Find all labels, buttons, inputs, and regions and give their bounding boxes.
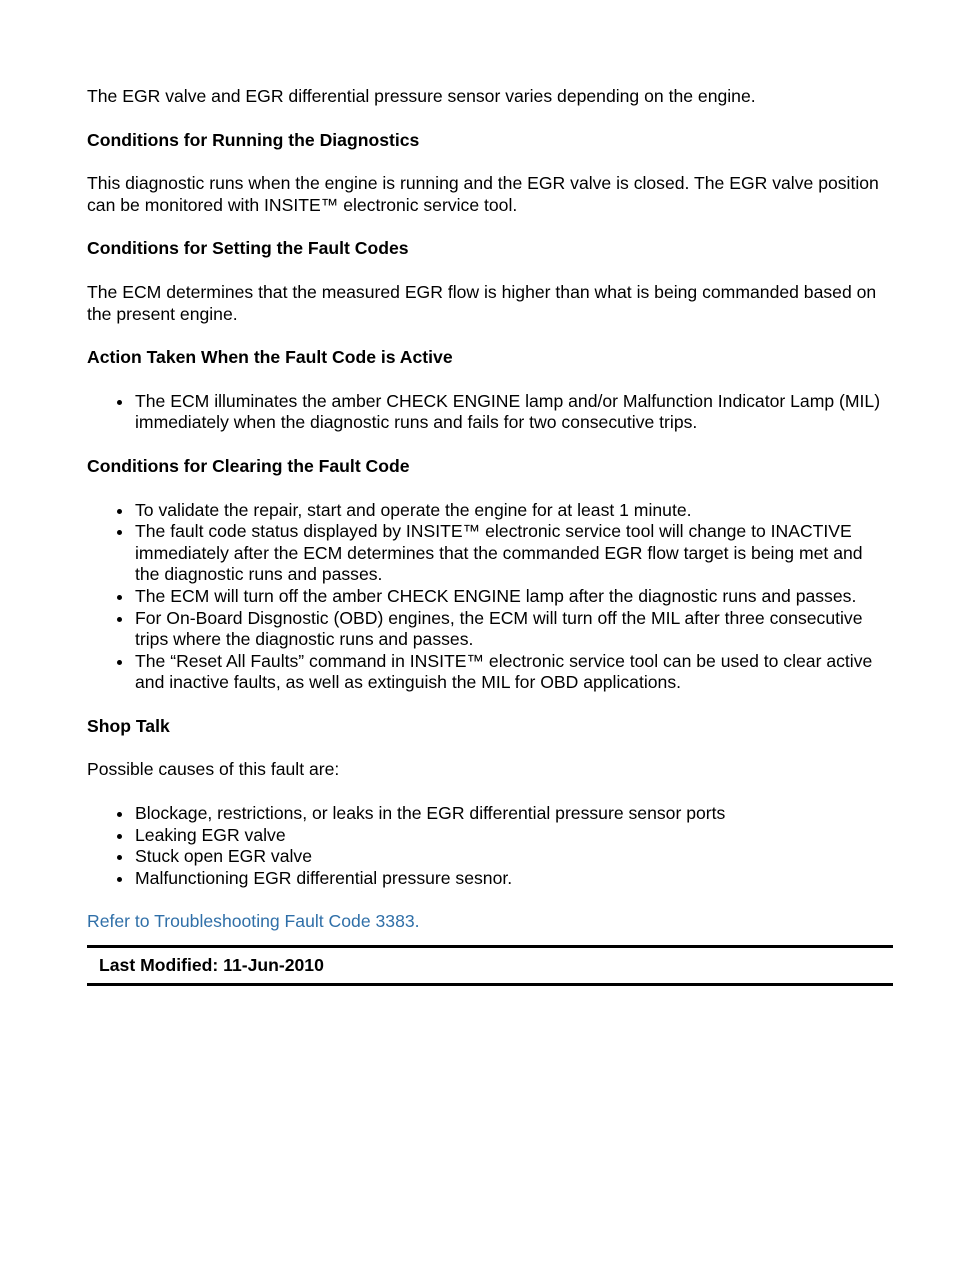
causes-list — [87, 803, 893, 889]
list-item: Blockage, restrictions, or leaks in the EGR differential pressure sensor ports — [135, 803, 893, 825]
running-heading: Conditions for Running the Diagnostics — [87, 129, 420, 150]
list-item: Malfunctioning EGR differential pressure sesnor. — [135, 868, 893, 890]
document-page — [87, 86, 893, 986]
list-item: For On-Board Disgnostic (OBD) engines, the ECM will turn off the MIL after three consecutive trips where the diagnostic runs and passes. — [135, 608, 893, 651]
list-item: Leaking EGR valve — [135, 825, 893, 847]
list-item: Stuck open EGR valve — [135, 846, 893, 868]
list-item: The fault code status displayed by INSITE™ electronic service tool will change to INACTIVE immediately after the ECM determines that the commanded EGR flow target is being met and the diagnostic runs and passes. — [135, 521, 893, 586]
intro-paragraph: The EGR valve and EGR differential pressure sensor varies depending on the engine. — [87, 86, 756, 106]
shop-talk-paragraph: Possible causes of this fault are: — [87, 759, 340, 780]
last-modified-label: Last Modified: 11-Jun-2010 — [99, 955, 324, 976]
running-paragraph: This diagnostic runs when the engine is running and the EGR valve is closed. The EGR valve position can be monitored with INSITE™ electronic service tool. — [87, 173, 879, 215]
action-list — [87, 391, 893, 434]
clearing-list — [87, 500, 893, 694]
action-heading: Action Taken When the Fault Code is Active — [87, 347, 453, 368]
last-modified-footer — [87, 945, 893, 986]
setting-heading: Conditions for Setting the Fault Codes — [87, 238, 409, 259]
list-item: To validate the repair, start and operate the engine for at least 1 minute. — [135, 500, 893, 522]
list-item: The “Reset All Faults” command in INSITE™ electronic service tool can be used to clear active and inactive faults, as well as extinguish the MIL for OBD applications. — [135, 651, 893, 694]
troubleshooting-link[interactable]: Refer to Troubleshooting Fault Code 3383. — [87, 911, 420, 932]
list-item: The ECM illuminates the amber CHECK ENGINE lamp and/or Malfunction Indicator Lamp (MIL) immediately when the diagnostic runs and fails for two consecutive trips. — [135, 391, 893, 434]
setting-paragraph: The ECM determines that the measured EGR flow is higher than what is being commanded based on the present engine. — [87, 281, 877, 324]
shop-talk-heading: Shop Talk — [87, 715, 170, 736]
clearing-heading: Conditions for Clearing the Fault Code — [87, 455, 410, 476]
list-item: The ECM will turn off the amber CHECK ENGINE lamp after the diagnostic runs and passes. — [135, 586, 893, 608]
